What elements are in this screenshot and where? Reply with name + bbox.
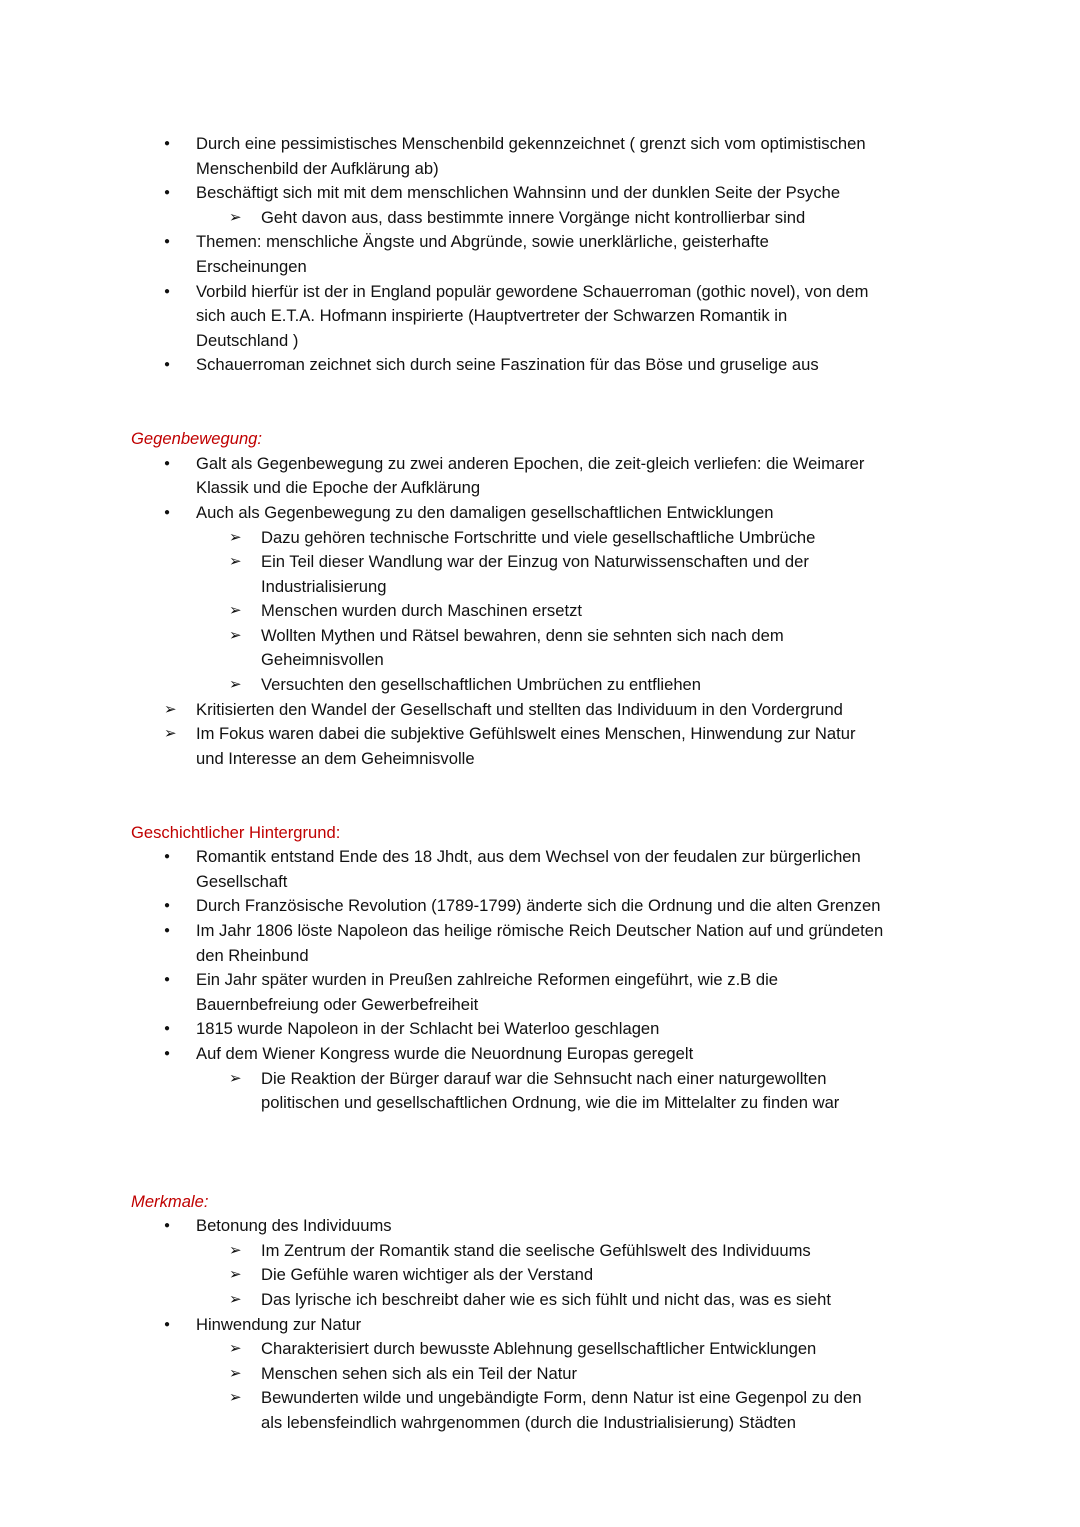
arrow-bullet-icon: ➢: [229, 1241, 242, 1259]
list-item-line: [0, 476, 1080, 501]
list-item: [0, 526, 1080, 551]
list-item: [0, 1386, 1080, 1435]
bullet-icon: ●: [164, 1047, 171, 1059]
list-item: [0, 894, 1080, 919]
list-item-text: Beschäftigt sich mit mit dem menschlichen Wahnsinn und der dunklen Seite der Psyche: [196, 183, 841, 203]
list-item-text: Menschen sehen sich als ein Teil der Natur: [261, 1363, 578, 1383]
list-item-text: 1815 wurde Napoleon in der Schlacht bei Waterloo geschlagen: [196, 1019, 660, 1039]
list-item-line: [0, 1067, 1080, 1092]
list-item: [0, 452, 1080, 501]
list-item-line: [0, 1386, 1080, 1411]
list-item-text: Versuchten den gesellschaftlichen Umbrüchen zu entfliehen: [261, 675, 702, 695]
list-item: [0, 599, 1080, 624]
bullet-icon: ●: [164, 1023, 171, 1035]
list-item-text: Gesellschaft: [196, 871, 288, 891]
section-heading: Merkmale:: [131, 1191, 209, 1211]
bullet-icon: ●: [164, 138, 171, 149]
section-3: [0, 1190, 1080, 1436]
list-item: [0, 1042, 1080, 1067]
list-item-text: Im Fokus waren dabei die subjektive Gefühlswelt eines Menschen, Hinwendung zur Natur: [196, 724, 856, 744]
arrow-bullet-icon: ➢: [229, 1340, 242, 1358]
list-item-line: [0, 648, 1080, 673]
list-item: [0, 501, 1080, 526]
list-item: [0, 1239, 1080, 1264]
arrow-bullet-icon: ➢: [229, 1364, 242, 1382]
list-item-line: [0, 993, 1080, 1018]
list-item: [0, 230, 1080, 279]
list-item-text: Schauerroman zeichnet sich durch seine Faszination für das Böse und gruselige aus: [196, 355, 819, 375]
list-item-line: [0, 1263, 1080, 1288]
list-item-text: Betonung des Individuums: [196, 1216, 392, 1236]
list-item-text: Industrialisierung: [261, 576, 387, 596]
list-item: [0, 624, 1080, 673]
list-item-line: [0, 452, 1080, 477]
arrow-bullet-icon: ➢: [229, 1389, 242, 1407]
list-item-line: [0, 1411, 1080, 1436]
list-item-text: Durch eine pessimistisches Menschenbild gekennzeichnet ( grenzt sich vom optimistischen: [196, 134, 866, 153]
arrow-bullet-icon: ➢: [164, 700, 177, 718]
list-item-line: [0, 132, 1080, 157]
spacer: [0, 1116, 1080, 1141]
list-item-text: Das lyrische ich beschreibt daher wie es sich fühlt und nicht das, was es sieht: [261, 1289, 831, 1309]
list-item-line: [0, 1337, 1080, 1362]
document-page: [0, 132, 1080, 1435]
list-item: [0, 1214, 1080, 1239]
list-item: [0, 181, 1080, 206]
list-item-text: politischen und gesellschaftlichen Ordnung, wie die im Mittelalter zu finden war: [261, 1093, 840, 1113]
list-item-text: Charakterisiert durch bewusste Ablehnung gesellschaftlicher Entwicklungen: [261, 1339, 817, 1359]
list-item: [0, 1288, 1080, 1313]
arrow-bullet-icon: ➢: [229, 1069, 242, 1087]
list-item-line: [0, 157, 1080, 182]
list-item-text: Die Gefühle waren wichtiger als der Verstand: [261, 1265, 594, 1285]
list-item-text: Deutschland ): [196, 330, 299, 350]
list-item: [0, 206, 1080, 231]
bullet-icon: ●: [164, 187, 171, 199]
section-heading: Gegenbewegung:: [131, 429, 263, 449]
list-item: [0, 1313, 1080, 1338]
list-item: [0, 919, 1080, 968]
list-item-text: Dazu gehören technische Fortschritte und viele gesellschaftliche Umbrüche: [261, 527, 816, 547]
bullet-icon: ●: [164, 285, 171, 297]
list-item-line: [0, 353, 1080, 378]
section-1: [0, 427, 1080, 771]
list-item: [0, 1337, 1080, 1362]
list-item: [0, 1067, 1080, 1116]
section-2: [0, 821, 1080, 1116]
bullet-icon: ●: [164, 506, 171, 518]
list-item-line: [0, 501, 1080, 526]
list-item-line: [0, 255, 1080, 280]
section-heading: Geschichtlicher Hintergrund:: [131, 822, 341, 842]
list-item-text: Die Reaktion der Bürger darauf war die Sehnsucht nach einer naturgewollten: [261, 1068, 827, 1088]
list-item: [0, 280, 1080, 354]
list-item-text: Galt als Gegenbewegung zu zwei anderen Epochen, die zeit-gleich verliefen: die Weimarer: [196, 453, 865, 473]
arrow-bullet-icon: ➢: [229, 553, 242, 571]
list-item-text: Menschen wurden durch Maschinen ersetzt: [261, 601, 582, 621]
list-item: [0, 353, 1080, 378]
list-item-text: Vorbild hierfür ist der in England populär gewordene Schauerroman (gothic novel), von dem: [196, 281, 869, 301]
arrow-bullet-icon: ➢: [229, 626, 242, 644]
list-item-line: [0, 698, 1080, 723]
list-item: [0, 132, 1080, 181]
list-item: [0, 550, 1080, 599]
bullet-icon: ●: [164, 236, 171, 248]
bullet-icon: ●: [164, 457, 171, 469]
list-item-line: [0, 1017, 1080, 1042]
list-item-text: Menschenbild der Aufklärung ab): [196, 158, 439, 178]
list-item-text: Erscheinungen: [196, 256, 307, 276]
list-item-line: [0, 845, 1080, 870]
list-item-text: den Rheinbund: [196, 945, 309, 965]
list-item-text: Themen: menschliche Ängste und Abgründe, sowie unerklärliche, geisterhafte: [196, 232, 769, 252]
list-item-line: [0, 329, 1080, 354]
list-item-line: [0, 1214, 1080, 1239]
list-item-text: Bewunderten wilde und ungebändigte Form, denn Natur ist eine Gegenpol zu den: [261, 1388, 862, 1408]
list-item-line: [0, 575, 1080, 600]
list-item-line: [0, 624, 1080, 649]
list-item-text: Geheimnisvollen: [261, 650, 384, 670]
list-item-line: [0, 599, 1080, 624]
list-item-line: [0, 1362, 1080, 1387]
bullet-icon: ●: [164, 359, 171, 371]
list-item-text: als lebensfeindlich wahrgenommen (durch die Industrialisierung) Städten: [261, 1412, 796, 1432]
list-item-text: Auch als Gegenbewegung zu den damaligen gesellschaftlichen Entwicklungen: [196, 502, 774, 522]
list-item-text: Im Jahr 1806 löste Napoleon das heilige römische Reich Deutscher Nation auf und gründeten: [196, 921, 884, 940]
list-item-text: Ein Jahr später wurden in Preußen zahlreiche Reformen eingeführt, wie z.B die: [196, 970, 779, 990]
spacer: [0, 1140, 1080, 1165]
list-item-line: [0, 894, 1080, 919]
list-item: [0, 673, 1080, 698]
list-item-line: [0, 230, 1080, 255]
list-item-text: Auf dem Wiener Kongress wurde die Neuordnung Europas geregelt: [196, 1043, 694, 1063]
bullet-icon: ●: [164, 974, 171, 986]
list-item-text: Wollten Mythen und Rätsel bewahren, denn sie sehnten sich nach dem: [261, 625, 784, 645]
arrow-bullet-icon: ➢: [229, 1266, 242, 1284]
list-item-line: [0, 919, 1080, 944]
list-item-line: [0, 722, 1080, 747]
list-item: [0, 1263, 1080, 1288]
spacer: [0, 403, 1080, 428]
list-item-line: [0, 747, 1080, 772]
list-item-text: Bauernbefreiung oder Gewerbefreiheit: [196, 994, 479, 1014]
list-item: [0, 722, 1080, 771]
section-0: [0, 132, 1080, 378]
bullet-icon: ●: [164, 851, 171, 863]
list-item-line: [0, 280, 1080, 305]
list-item-line: [0, 1239, 1080, 1264]
spacer: [0, 1165, 1080, 1190]
bullet-icon: ●: [164, 1220, 171, 1232]
bullet-icon: ●: [164, 925, 171, 936]
list-item-line: [0, 944, 1080, 969]
bullet-icon: ●: [164, 900, 171, 912]
list-item: [0, 845, 1080, 894]
list-item-text: sich auch E.T.A. Hofmann inspirierte (Hauptvertreter der Schwarzen Romantik in: [196, 306, 788, 326]
list-item-text: Im Zentrum der Romantik stand die seelische Gefühlswelt des Individuums: [261, 1240, 811, 1260]
list-item: [0, 698, 1080, 723]
list-item-text: Kritisierten den Wandel der Gesellschaft und stellten das Individuum in den Vordergrund: [196, 699, 843, 719]
list-item-line: [0, 1091, 1080, 1116]
list-item-line: [0, 181, 1080, 206]
bullet-icon: ●: [164, 1318, 171, 1330]
spacer: [0, 796, 1080, 821]
arrow-bullet-icon: ➢: [164, 725, 177, 743]
list-item-line: [0, 673, 1080, 698]
list-item-line: [0, 206, 1080, 231]
list-item-text: Geht davon aus, dass bestimmte innere Vorgänge nicht kontrollierbar sind: [261, 207, 806, 227]
list-item-text: Ein Teil dieser Wandlung war der Einzug von Naturwissenschaften und der: [261, 552, 809, 572]
list-item-line: [0, 1042, 1080, 1067]
list-item-text: Hinwendung zur Natur: [196, 1314, 362, 1334]
list-item-line: [0, 550, 1080, 575]
list-item-text: Romantik entstand Ende des 18 Jhdt, aus dem Wechsel von der feudalen zur bürgerlichen: [196, 847, 861, 867]
list-item: [0, 968, 1080, 1017]
spacer: [0, 378, 1080, 403]
list-item: [0, 1017, 1080, 1042]
list-item-line: [0, 526, 1080, 551]
list-item-text: Klassik und die Epoche der Aufklärung: [196, 478, 481, 498]
arrow-bullet-icon: ➢: [229, 602, 242, 620]
spacer: [0, 771, 1080, 796]
list-item-text: und Interesse an dem Geheimnisvolle: [196, 748, 475, 768]
list-item: [0, 1362, 1080, 1387]
list-item-line: [0, 1288, 1080, 1313]
arrow-bullet-icon: ➢: [229, 1290, 242, 1308]
arrow-bullet-icon: ➢: [229, 528, 242, 546]
list-item-line: [0, 870, 1080, 895]
arrow-bullet-icon: ➢: [229, 208, 242, 226]
list-item-line: [0, 304, 1080, 329]
list-item-line: [0, 968, 1080, 993]
list-item-text: Durch Französische Revolution (1789-1799) änderte sich die Ordnung und die alten Grenzen: [196, 896, 881, 916]
list-item-line: [0, 1313, 1080, 1338]
arrow-bullet-icon: ➢: [229, 676, 242, 694]
